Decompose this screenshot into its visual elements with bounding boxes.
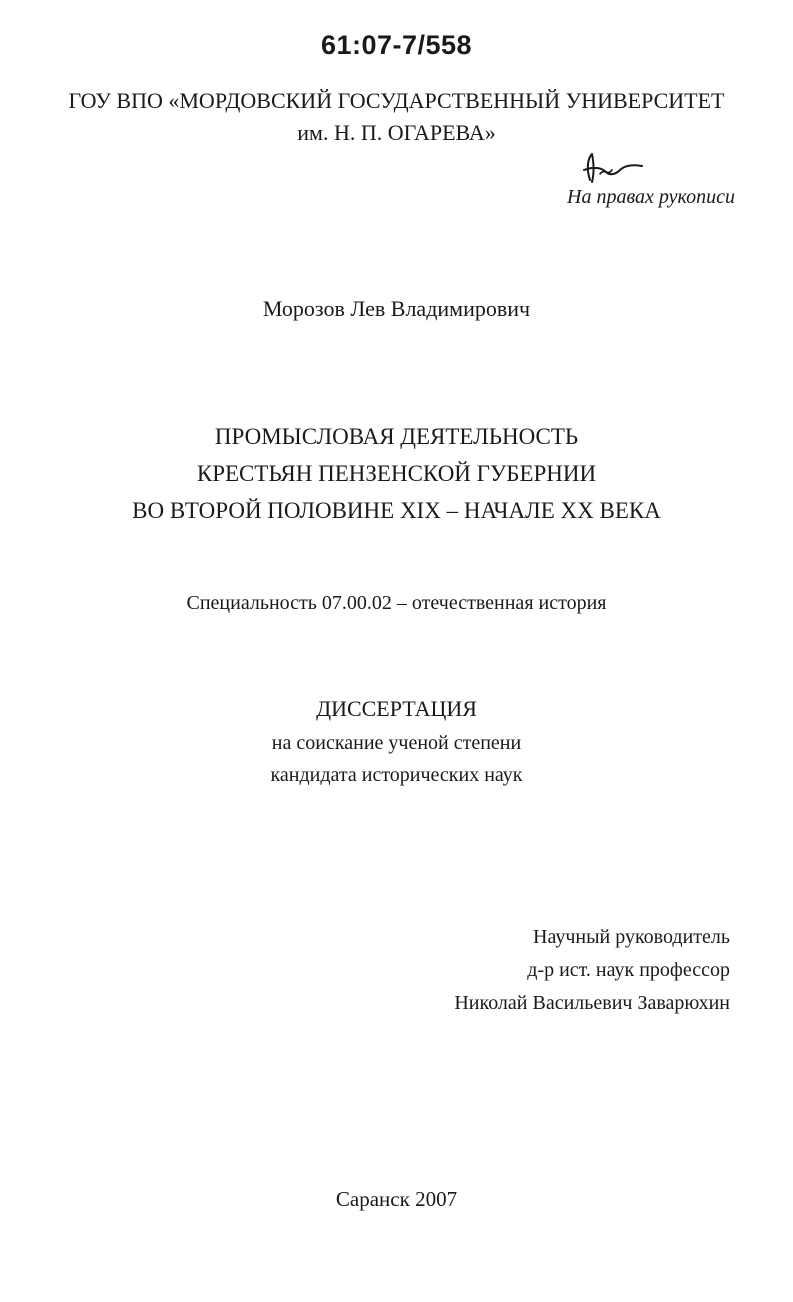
dissertation-heading: ДИССЕРТАЦИЯ xyxy=(316,696,477,721)
degree-line-2: кандидата исторических наук xyxy=(270,764,523,786)
institution-line-1: ГОУ ВПО «МОРДОВСКИЙ ГОСУДАРСТВЕННЫЙ УНИВЕРСИТЕТ xyxy=(68,88,725,113)
manuscript-note: На правах рукописи xyxy=(567,186,735,208)
catalog-number-text: 61:07-7/558 xyxy=(320,30,473,60)
author-name: Морозов Лев Владимирович xyxy=(262,296,531,321)
supervisor-role: Научный руководитель xyxy=(533,926,730,948)
title-line-3: ВО ВТОРОЙ ПОЛОВИНЕ XIX – НАЧАЛЕ XX ВЕКА xyxy=(132,498,661,523)
place-year: Саранск 2007 xyxy=(335,1187,458,1211)
title-line-2: КРЕСТЬЯН ПЕНЗЕНСКОЙ ГУБЕРНИИ xyxy=(196,461,597,486)
supervisor-degree: д-р ист. наук профессор xyxy=(527,959,730,981)
catalog-number xyxy=(0,30,793,61)
title-line-1: ПРОМЫСЛОВАЯ ДЕЯТЕЛЬНОСТЬ xyxy=(214,424,579,449)
specialty: Специальность 07.00.02 – отечественная история xyxy=(186,592,607,614)
degree-line-1: на соискание ученой степени xyxy=(271,732,522,754)
handwritten-signature-icon xyxy=(572,150,652,190)
supervisor-name: Николай Васильевич Заварюхин xyxy=(454,992,730,1014)
institution-line-2: им. Н. П. ОГАРЕВА» xyxy=(297,120,496,145)
